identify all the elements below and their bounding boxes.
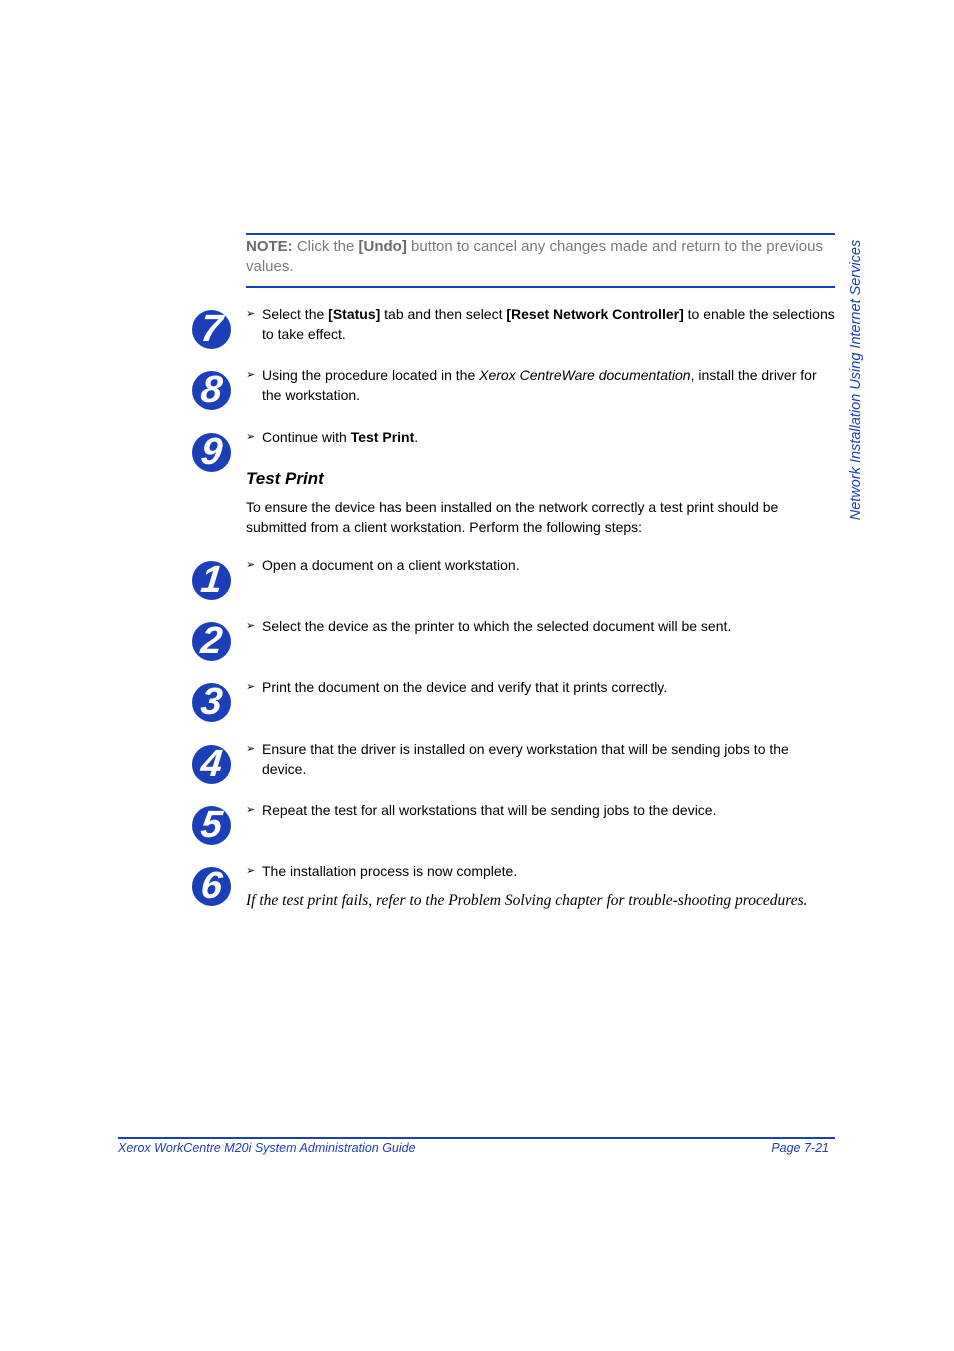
test-print-ref: Test Print	[350, 429, 415, 445]
note-text-2: button to cancel any changes made and return to the previous values.	[246, 238, 823, 275]
section-intro: To ensure the device has been installed on the network correctly a test print should be submitted from a client workstation. Perform the following steps:	[246, 499, 779, 535]
status-tab-ref: [Status]	[328, 306, 381, 322]
test-step-1: ➢ Open a document on a client workstation.	[246, 556, 836, 576]
test-step-5: ➢ Repeat the test for all workstations that will be sending jobs to the device.	[246, 801, 836, 821]
step-7: ➢ Select the [Status] tab and then select [Reset Network Controller] to enable the selections to take effect.	[246, 306, 835, 342]
arrow-icon: ➢	[246, 369, 256, 381]
arrow-icon: ➢	[246, 431, 256, 443]
step-9-badge: 9	[192, 433, 231, 472]
arrow-icon: ➢	[246, 743, 256, 755]
section-heading: Test Print	[246, 469, 324, 488]
step-1-badge: 1	[192, 561, 231, 600]
test-step-6: ➢ The installation process is now complete.	[246, 862, 836, 882]
undo-button-ref: [Undo]	[358, 238, 407, 255]
note-box	[246, 233, 835, 288]
centreware-doc-ref: Xerox CentreWare documentation	[479, 367, 691, 383]
test-step-3: ➢ Print the document on the device and verify that it prints correctly.	[246, 678, 836, 698]
arrow-icon: ➢	[246, 865, 256, 877]
test-step-4: ➢ Ensure that the driver is installed on every workstation that will be sending jobs to the device.	[246, 741, 789, 777]
arrow-icon: ➢	[246, 804, 256, 816]
step-8: ➢ Using the procedure located in the Xerox CentreWare documentation, install the driver for the workstation.	[246, 367, 817, 403]
step-2-badge: 2	[192, 622, 231, 661]
step-9: ➢ Continue with Test Print.	[246, 428, 836, 448]
arrow-icon: ➢	[246, 308, 256, 320]
note-text-1: Click the	[292, 238, 359, 255]
arrow-icon: ➢	[246, 681, 256, 693]
page-number: Page 7-21	[771, 1141, 829, 1155]
reset-network-controller-ref: [Reset Network Controller]	[506, 306, 684, 322]
arrow-icon: ➢	[246, 559, 256, 571]
footer-title: Xerox WorkCentre M20i System Administration Guide	[118, 1141, 416, 1155]
final-note: If the test print fails, refer to the Problem Solving chapter for trouble-shooting procedures.	[246, 892, 808, 909]
note-label: NOTE:	[246, 238, 293, 255]
step-7-badge: 7	[192, 310, 231, 349]
step-4-badge: 4	[192, 745, 231, 784]
step-3-badge: 3	[192, 683, 231, 722]
step-5-badge: 5	[192, 806, 231, 845]
step-8-badge: 8	[192, 371, 231, 410]
arrow-icon: ➢	[246, 620, 256, 632]
step-6-badge: 6	[192, 867, 231, 906]
side-tab-label: Network Installation Using Internet Services	[848, 239, 864, 521]
test-step-2: ➢ Select the device as the printer to which the selected document will be sent.	[246, 617, 836, 637]
